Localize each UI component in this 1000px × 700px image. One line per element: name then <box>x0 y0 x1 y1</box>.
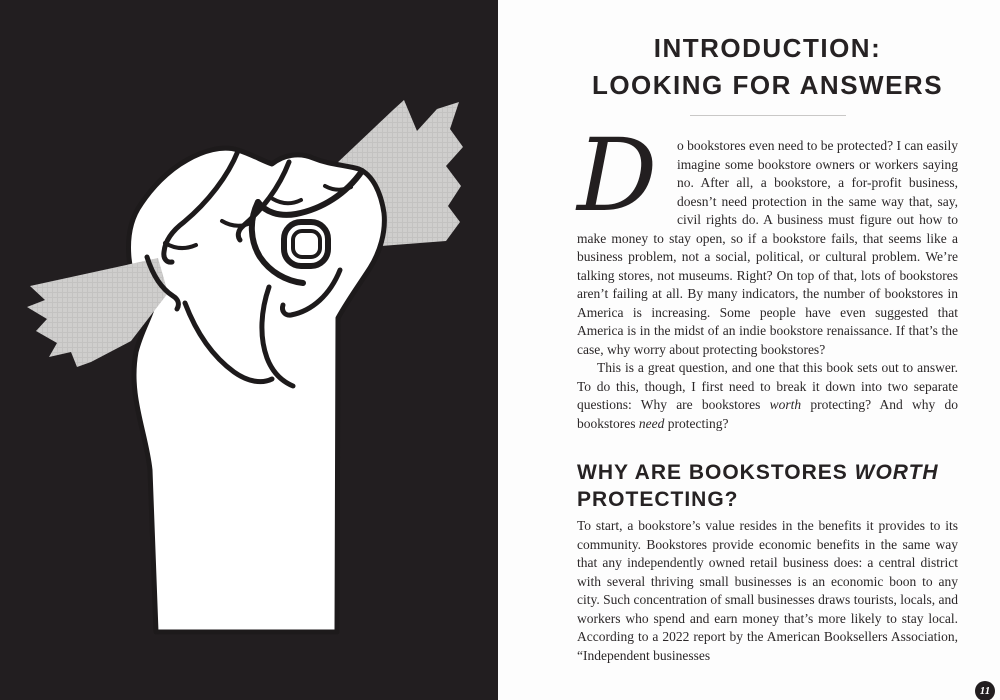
paragraph-question-text-2: protecting? And why do bookstores <box>577 397 958 431</box>
paragraph-intro-text: o bookstores even need to be protected? I can easily imagine some bookstore owners or workers saying no. After all, a bookstore, a for-profit business, doesn’t need protection in the same way that, say, civil rights do. A business must figure out how to make money to stay open, so if a bookstore fails, that seems like a business problem, not a social, political, or cultural problem. We’re talking stores, not museums. Right? On top of that, lots of bookstores aren’t failing at all. By many indicators, the number of bookstores in America is increasing. Some people have even suggested that America is in the midst of an indie bookstore renaissance. If that’s the case, why worry about protecting bookstores? <box>577 138 958 357</box>
section-heading <box>577 459 958 513</box>
title-divider <box>690 115 846 116</box>
emphasis-need: need <box>638 415 665 431</box>
paragraph-question <box>577 359 958 433</box>
emphasis-worth: worth <box>769 397 802 412</box>
paragraph-question-text-3: protecting? <box>664 415 729 431</box>
page-number-badge <box>975 681 995 700</box>
fist-illustration <box>0 0 498 700</box>
section-heading-text: WHY ARE BOOKSTORES <box>577 461 855 484</box>
text-page <box>498 0 1000 700</box>
section-heading-line2: PROTECTING? <box>577 488 739 511</box>
page-title-line1: INTRODUCTION: <box>653 33 882 63</box>
thumb-nail <box>284 222 328 266</box>
text-column <box>577 0 958 665</box>
paragraph-worth-protecting: To start, a bookstore’s value resides in the benefits it provides to its community. Bookstores provide economic benefits in the same way that any independently owned retail business does: a central district with several thriving small businesses is an economic boon to any city. Such concentration of small businesses draws tourists, locals, and workers who spend and earn money that’s more likely to stay local. According to a 2022 report by the American Booksellers Association, “Independent businesses <box>577 518 958 663</box>
page-title <box>577 30 958 104</box>
paragraph-question-text-1: This is a great question, and one that this book sets out to answer. To do this, though, I first need to break it down into two separate questions: Why are bookstores <box>577 360 958 412</box>
illustration-panel <box>0 0 498 700</box>
paragraph-intro <box>577 117 958 359</box>
page-number: 11 <box>979 685 991 697</box>
section-heading-emphasis: WORTH <box>854 461 939 484</box>
page-title-line2: LOOKING FOR ANSWERS <box>591 70 944 100</box>
drop-cap: D <box>577 117 658 234</box>
